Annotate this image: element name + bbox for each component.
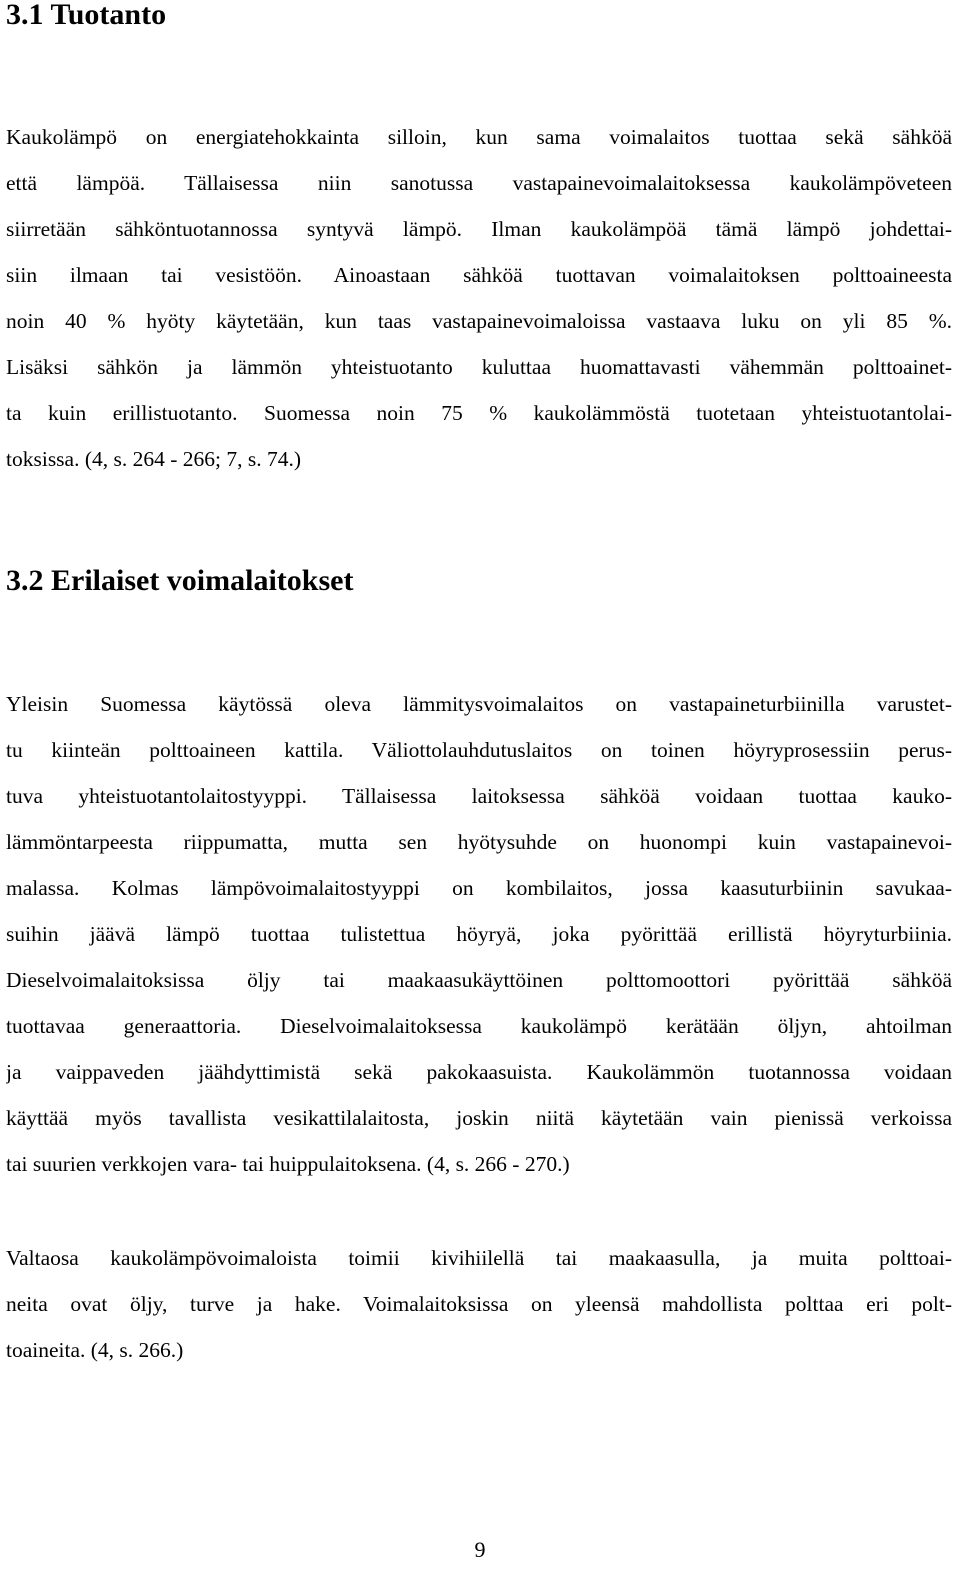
paragraph-line: tai suurien verkkojen vara- tai huippulaitoksena. (4, s. 266 - 270.): [6, 1152, 570, 1176]
page-number: 9: [474, 1537, 486, 1562]
paragraph-line: Kaukolämpö on energiatehokkainta silloin, kun sama voimalaitos tuottaa sekä sähköä: [6, 125, 952, 149]
paragraph-line: suihin jäävä lämpö tuottaa tulistettua höyryä, joka pyörittää erillistä höyryturbiinia.: [6, 922, 952, 946]
paragraph-line: ta kuin erillistuotanto. Suomessa noin 75 % kaukolämmöstä tuotetaan yhteistuotantolai-: [6, 401, 952, 425]
paragraph-line: että lämpöä. Tällaisessa niin sanotussa vastapainevoimalaitoksessa kaukolämpöveteen: [6, 171, 952, 195]
paragraph-line: Lisäksi sähkön ja lämmön yhteistuotanto kuluttaa huomattavasti vähemmän polttoainet-: [6, 355, 952, 379]
paragraph-line: Dieselvoimalaitoksissa öljy tai maakaasukäyttöinen polttomoottori pyörittää sähköä: [6, 968, 952, 992]
section-heading-tuotanto: 3.1 Tuotanto: [6, 0, 167, 31]
paragraph-line: noin 40 % hyöty käytetään, kun taas vastapainevoimaloissa vastaava luku on yli 85 %.: [6, 309, 952, 333]
paragraph-line: ja vaippaveden jäähdyttimistä sekä pakokaasuista. Kaukolämmön tuotannossa voidaan: [6, 1060, 952, 1084]
paragraph-line: lämmöntarpeesta riippumatta, mutta sen hyötysuhde on huonompi kuin vastapainevoi-: [6, 830, 952, 854]
paragraph-polttoaineet: [6, 1235, 952, 1373]
paragraph-line: toksissa. (4, s. 264 - 266; 7, s. 74.): [6, 447, 302, 471]
paragraph-line: Yleisin Suomessa käytössä oleva lämmitysvoimalaitos on vastapaineturbiinilla varustet-: [6, 692, 952, 716]
paragraph-line: neita ovat öljy, turve ja hake. Voimalaitoksissa on yleensä mahdollista polttaa eri polt-: [6, 1292, 952, 1316]
paragraph-line: käyttää myös tavallista vesikattilalaitosta, joskin niitä käytetään vain pienissä verkoissa: [6, 1106, 952, 1130]
section-heading-erilaiset-voimalaitokset: 3.2 Erilaiset voimalaitokset: [6, 564, 354, 597]
paragraph-line: siin ilmaan tai vesistöön. Ainoastaan sähköä tuottavan voimalaitoksen polttoaineesta: [6, 263, 952, 287]
paragraph-line: tuva yhteistuotantolaitostyyppi. Tällaisessa laitoksessa sähköä voidaan tuottaa kauko-: [6, 784, 952, 808]
paragraph-line: Valtaosa kaukolämpövoimaloista toimii kivihiilellä tai maakaasulla, ja muita polttoai-: [6, 1246, 952, 1270]
paragraph-line: tuottavaa generaattoria. Dieselvoimalaitoksessa kaukolämpö kerätään öljyn, ahtoilman: [6, 1014, 952, 1038]
paragraph-line: malassa. Kolmas lämpövoimalaitostyyppi on kombilaitos, jossa kaasuturbiinin savukaa-: [6, 876, 952, 900]
paragraph-line: tu kiinteän polttoaineen kattila. Väliottolauhdutuslaitos on toinen höyryprosessiin perus-: [6, 738, 952, 762]
paragraph-line: siirretään sähköntuotannossa syntyvä lämpö. Ilman kaukolämpöä tämä lämpö johdettai-: [6, 217, 952, 241]
paragraph-line: toaineita. (4, s. 266.): [6, 1338, 184, 1362]
paragraph-voimalaitokset: [6, 681, 952, 1187]
paragraph-tuotanto: [6, 114, 952, 482]
